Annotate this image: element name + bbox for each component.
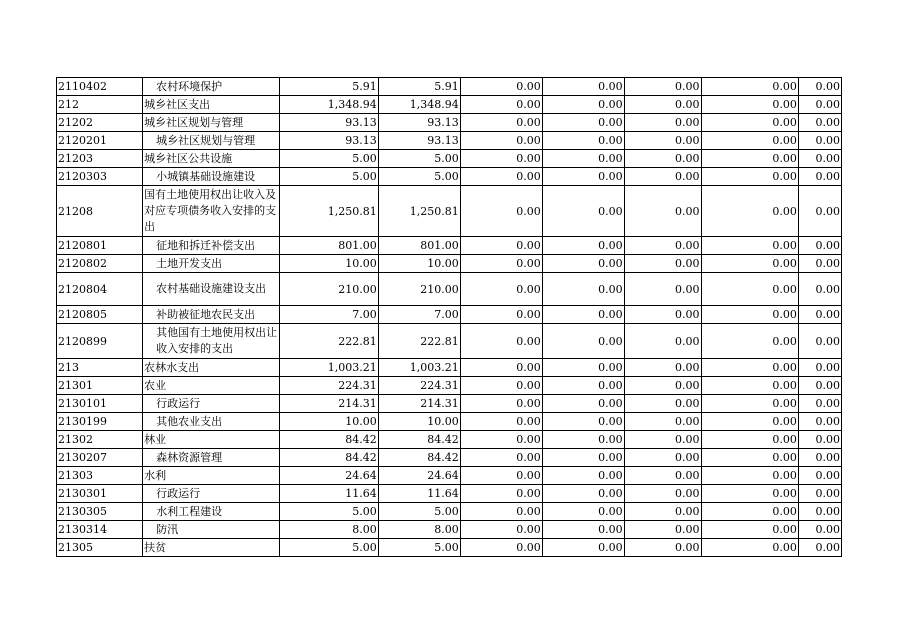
amount-cell: 222.81	[280, 324, 378, 359]
table-row	[57, 449, 842, 467]
amount-cell: 5.00	[280, 539, 378, 557]
amount-cell: 0.00	[798, 168, 841, 186]
table-row	[57, 114, 842, 132]
amount-cell: 0.00	[624, 255, 701, 273]
amount-cell: 0.00	[542, 324, 624, 359]
amount-cell: 10.00	[378, 413, 460, 431]
amount-cell: 93.13	[280, 114, 378, 132]
amount-cell: 0.00	[798, 449, 841, 467]
amount-cell: 0.00	[701, 306, 798, 324]
amount-cell: 0.00	[624, 539, 701, 557]
amount-cell: 0.00	[701, 78, 798, 96]
subject-name-cell: 土地开发支出	[143, 255, 280, 273]
amount-cell: 0.00	[624, 96, 701, 114]
subject-name-cell: 城乡社区规划与管理	[143, 114, 280, 132]
table-row	[57, 237, 842, 255]
amount-cell: 93.13	[378, 114, 460, 132]
amount-cell: 0.00	[460, 539, 542, 557]
amount-cell: 0.00	[542, 255, 624, 273]
amount-cell: 210.00	[378, 273, 460, 306]
amount-cell: 0.00	[624, 186, 701, 237]
table-body	[57, 78, 842, 557]
amount-cell: 0.00	[460, 521, 542, 539]
amount-cell: 224.31	[378, 377, 460, 395]
amount-cell: 0.00	[701, 96, 798, 114]
amount-cell: 1,348.94	[280, 96, 378, 114]
amount-cell: 0.00	[624, 168, 701, 186]
table-row	[57, 132, 842, 150]
amount-cell: 0.00	[460, 377, 542, 395]
amount-cell: 801.00	[280, 237, 378, 255]
table-row	[57, 467, 842, 485]
amount-cell: 1,003.21	[378, 359, 460, 377]
amount-cell: 0.00	[460, 306, 542, 324]
amount-cell: 0.00	[701, 168, 798, 186]
amount-cell: 0.00	[542, 431, 624, 449]
amount-cell: 1,250.81	[280, 186, 378, 237]
amount-cell: 1,250.81	[378, 186, 460, 237]
amount-cell: 0.00	[798, 324, 841, 359]
amount-cell: 5.00	[378, 503, 460, 521]
table-row	[57, 255, 842, 273]
amount-cell: 0.00	[624, 377, 701, 395]
subject-code-cell: 2120804	[57, 273, 143, 306]
subject-code-cell: 2130301	[57, 485, 143, 503]
amount-cell: 1,003.21	[280, 359, 378, 377]
subject-code-cell: 21301	[57, 377, 143, 395]
amount-cell: 0.00	[701, 273, 798, 306]
subject-code-cell: 21208	[57, 186, 143, 237]
subject-code-cell: 2130199	[57, 413, 143, 431]
amount-cell: 93.13	[280, 132, 378, 150]
amount-cell: 0.00	[798, 503, 841, 521]
amount-cell: 0.00	[624, 324, 701, 359]
subject-name-cell: 小城镇基础设施建设	[143, 168, 280, 186]
amount-cell: 0.00	[460, 255, 542, 273]
table-row	[57, 78, 842, 96]
subject-code-cell: 21305	[57, 539, 143, 557]
amount-cell: 0.00	[460, 237, 542, 255]
table-row	[57, 521, 842, 539]
table-row	[57, 324, 842, 359]
subject-name-cell: 其他国有土地使用权出让收入安排的支出	[143, 324, 280, 359]
amount-cell: 0.00	[542, 395, 624, 413]
amount-cell: 0.00	[542, 377, 624, 395]
amount-cell: 0.00	[460, 114, 542, 132]
amount-cell: 0.00	[624, 413, 701, 431]
amount-cell: 0.00	[460, 503, 542, 521]
subject-code-cell: 21202	[57, 114, 143, 132]
amount-cell: 214.31	[280, 395, 378, 413]
amount-cell: 5.00	[280, 503, 378, 521]
amount-cell: 7.00	[378, 306, 460, 324]
amount-cell: 0.00	[542, 467, 624, 485]
subject-code-cell: 212	[57, 96, 143, 114]
subject-code-cell: 2130314	[57, 521, 143, 539]
amount-cell: 0.00	[460, 168, 542, 186]
amount-cell: 0.00	[701, 449, 798, 467]
amount-cell: 0.00	[701, 467, 798, 485]
table-row	[57, 395, 842, 413]
amount-cell: 0.00	[460, 413, 542, 431]
amount-cell: 0.00	[542, 449, 624, 467]
subject-name-cell: 补助被征地农民支出	[143, 306, 280, 324]
subject-name-cell: 国有土地使用权出让收入及对应专项债务收入安排的支出	[143, 186, 280, 237]
amount-cell: 0.00	[624, 449, 701, 467]
subject-name-cell: 行政运行	[143, 395, 280, 413]
amount-cell: 0.00	[460, 485, 542, 503]
amount-cell: 0.00	[460, 359, 542, 377]
subject-name-cell: 城乡社区支出	[143, 96, 280, 114]
subject-code-cell: 21302	[57, 431, 143, 449]
table-row	[57, 485, 842, 503]
amount-cell: 0.00	[701, 150, 798, 168]
amount-cell: 0.00	[542, 132, 624, 150]
subject-code-cell: 213	[57, 359, 143, 377]
table-row	[57, 413, 842, 431]
amount-cell: 0.00	[460, 150, 542, 168]
amount-cell: 0.00	[460, 273, 542, 306]
amount-cell: 0.00	[542, 503, 624, 521]
subject-code-cell: 2120303	[57, 168, 143, 186]
amount-cell: 224.31	[280, 377, 378, 395]
amount-cell: 0.00	[701, 521, 798, 539]
amount-cell: 0.00	[701, 114, 798, 132]
amount-cell: 222.81	[378, 324, 460, 359]
amount-cell: 0.00	[798, 114, 841, 132]
amount-cell: 0.00	[624, 467, 701, 485]
amount-cell: 0.00	[701, 132, 798, 150]
amount-cell: 0.00	[542, 359, 624, 377]
amount-cell: 0.00	[701, 359, 798, 377]
amount-cell: 214.31	[378, 395, 460, 413]
amount-cell: 8.00	[280, 521, 378, 539]
amount-cell: 0.00	[460, 78, 542, 96]
amount-cell: 84.42	[280, 431, 378, 449]
amount-cell: 801.00	[378, 237, 460, 255]
amount-cell: 0.00	[798, 485, 841, 503]
subject-code-cell: 2120201	[57, 132, 143, 150]
subject-name-cell: 城乡社区规划与管理	[143, 132, 280, 150]
amount-cell: 5.00	[280, 168, 378, 186]
amount-cell: 0.00	[624, 521, 701, 539]
amount-cell: 0.00	[624, 395, 701, 413]
amount-cell: 8.00	[378, 521, 460, 539]
subject-code-cell: 2130305	[57, 503, 143, 521]
amount-cell: 0.00	[542, 78, 624, 96]
amount-cell: 0.00	[798, 255, 841, 273]
amount-cell: 0.00	[542, 96, 624, 114]
amount-cell: 5.91	[280, 78, 378, 96]
table-row	[57, 503, 842, 521]
table-row	[57, 96, 842, 114]
amount-cell: 0.00	[542, 306, 624, 324]
amount-cell: 0.00	[624, 306, 701, 324]
amount-cell: 0.00	[624, 359, 701, 377]
subject-code-cell: 2120802	[57, 255, 143, 273]
amount-cell: 5.91	[378, 78, 460, 96]
amount-cell: 210.00	[280, 273, 378, 306]
subject-name-cell: 农村环境保护	[143, 78, 280, 96]
amount-cell: 0.00	[624, 114, 701, 132]
amount-cell: 24.64	[378, 467, 460, 485]
amount-cell: 0.00	[701, 395, 798, 413]
amount-cell: 0.00	[624, 503, 701, 521]
amount-cell: 10.00	[280, 255, 378, 273]
amount-cell: 0.00	[798, 306, 841, 324]
amount-cell: 0.00	[542, 168, 624, 186]
amount-cell: 0.00	[798, 132, 841, 150]
amount-cell: 1,348.94	[378, 96, 460, 114]
amount-cell: 10.00	[280, 413, 378, 431]
amount-cell: 0.00	[624, 237, 701, 255]
amount-cell: 0.00	[460, 96, 542, 114]
subject-name-cell: 森林资源管理	[143, 449, 280, 467]
amount-cell: 0.00	[798, 273, 841, 306]
table-row	[57, 359, 842, 377]
amount-cell: 0.00	[798, 237, 841, 255]
amount-cell: 0.00	[460, 395, 542, 413]
subject-code-cell: 21303	[57, 467, 143, 485]
amount-cell: 0.00	[460, 449, 542, 467]
amount-cell: 0.00	[798, 521, 841, 539]
amount-cell: 0.00	[798, 186, 841, 237]
table-row	[57, 539, 842, 557]
subject-name-cell: 征地和拆迁补偿支出	[143, 237, 280, 255]
amount-cell: 93.13	[378, 132, 460, 150]
amount-cell: 84.42	[280, 449, 378, 467]
amount-cell: 0.00	[701, 377, 798, 395]
subject-name-cell: 扶贫	[143, 539, 280, 557]
amount-cell: 0.00	[624, 273, 701, 306]
amount-cell: 5.00	[280, 150, 378, 168]
subject-name-cell: 农村基础设施建设支出	[143, 273, 280, 306]
amount-cell: 0.00	[701, 237, 798, 255]
subject-code-cell: 2120899	[57, 324, 143, 359]
amount-cell: 0.00	[701, 413, 798, 431]
subject-name-cell: 农林水支出	[143, 359, 280, 377]
table-row	[57, 377, 842, 395]
amount-cell: 0.00	[798, 395, 841, 413]
amount-cell: 0.00	[542, 114, 624, 132]
amount-cell: 0.00	[798, 539, 841, 557]
subject-code-cell: 2120801	[57, 237, 143, 255]
table-row	[57, 431, 842, 449]
amount-cell: 10.00	[378, 255, 460, 273]
expenditure-table	[56, 77, 842, 557]
amount-cell: 0.00	[701, 485, 798, 503]
amount-cell: 84.42	[378, 449, 460, 467]
amount-cell: 0.00	[542, 237, 624, 255]
amount-cell: 0.00	[542, 150, 624, 168]
table-row	[57, 150, 842, 168]
amount-cell: 11.64	[280, 485, 378, 503]
amount-cell: 0.00	[798, 78, 841, 96]
amount-cell: 0.00	[701, 539, 798, 557]
amount-cell: 11.64	[378, 485, 460, 503]
amount-cell: 0.00	[701, 431, 798, 449]
subject-name-cell: 水利工程建设	[143, 503, 280, 521]
amount-cell: 5.00	[378, 150, 460, 168]
amount-cell: 0.00	[624, 485, 701, 503]
subject-name-cell: 城乡社区公共设施	[143, 150, 280, 168]
amount-cell: 0.00	[542, 521, 624, 539]
amount-cell: 0.00	[701, 324, 798, 359]
amount-cell: 0.00	[624, 132, 701, 150]
amount-cell: 24.64	[280, 467, 378, 485]
amount-cell: 0.00	[624, 150, 701, 168]
subject-code-cell: 2110402	[57, 78, 143, 96]
amount-cell: 0.00	[701, 255, 798, 273]
amount-cell: 0.00	[798, 431, 841, 449]
amount-cell: 0.00	[460, 467, 542, 485]
amount-cell: 0.00	[460, 132, 542, 150]
table-row	[57, 186, 842, 237]
amount-cell: 0.00	[460, 186, 542, 237]
amount-cell: 0.00	[542, 186, 624, 237]
subject-code-cell: 2120805	[57, 306, 143, 324]
amount-cell: 7.00	[280, 306, 378, 324]
amount-cell: 0.00	[460, 431, 542, 449]
amount-cell: 0.00	[798, 150, 841, 168]
subject-name-cell: 防汛	[143, 521, 280, 539]
table-row	[57, 273, 842, 306]
amount-cell: 0.00	[798, 377, 841, 395]
amount-cell: 0.00	[542, 485, 624, 503]
amount-cell: 0.00	[542, 539, 624, 557]
amount-cell: 0.00	[798, 413, 841, 431]
subject-name-cell: 农业	[143, 377, 280, 395]
amount-cell: 5.00	[378, 539, 460, 557]
subject-code-cell: 2130207	[57, 449, 143, 467]
subject-name-cell: 其他农业支出	[143, 413, 280, 431]
table-row	[57, 306, 842, 324]
amount-cell: 0.00	[624, 431, 701, 449]
amount-cell: 0.00	[798, 467, 841, 485]
amount-cell: 0.00	[542, 413, 624, 431]
subject-code-cell: 21203	[57, 150, 143, 168]
subject-name-cell: 行政运行	[143, 485, 280, 503]
amount-cell: 0.00	[542, 273, 624, 306]
amount-cell: 5.00	[378, 168, 460, 186]
amount-cell: 0.00	[798, 359, 841, 377]
amount-cell: 84.42	[378, 431, 460, 449]
subject-name-cell: 林业	[143, 431, 280, 449]
amount-cell: 0.00	[798, 96, 841, 114]
subject-name-cell: 水利	[143, 467, 280, 485]
amount-cell: 0.00	[460, 324, 542, 359]
amount-cell: 0.00	[624, 78, 701, 96]
table-row	[57, 168, 842, 186]
subject-code-cell: 2130101	[57, 395, 143, 413]
amount-cell: 0.00	[701, 186, 798, 237]
amount-cell: 0.00	[701, 503, 798, 521]
